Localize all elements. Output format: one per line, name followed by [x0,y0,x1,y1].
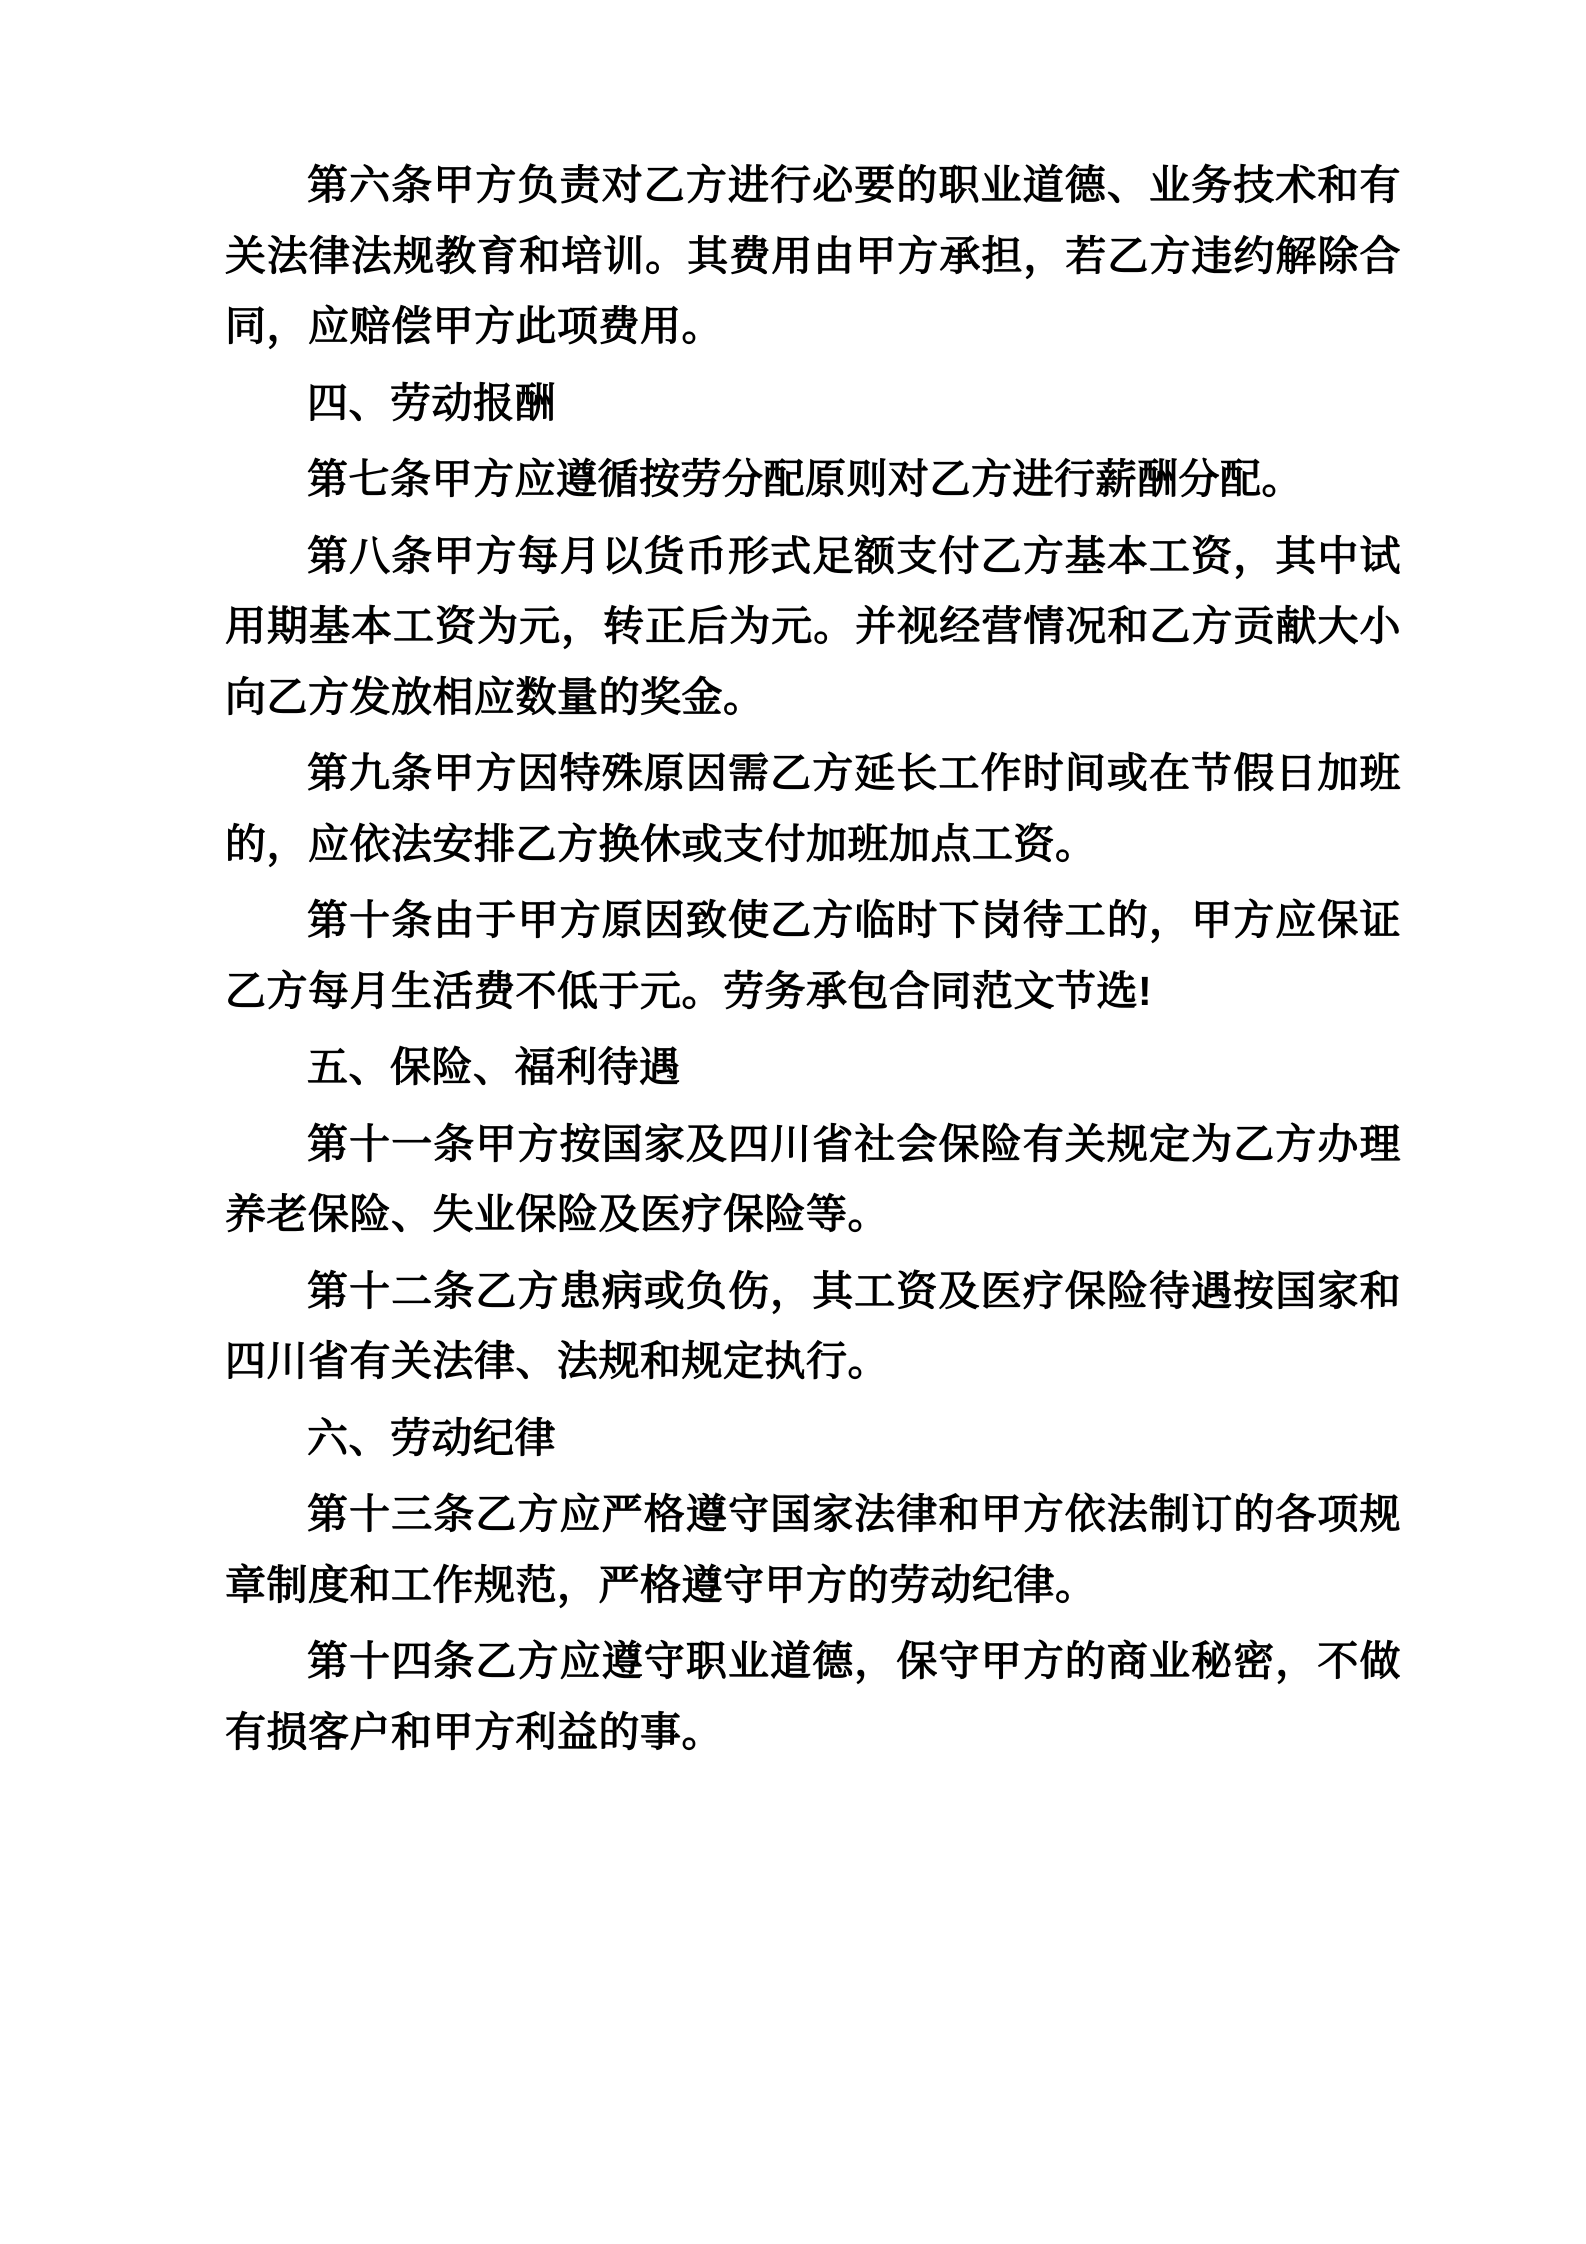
heading-section-6: 六、劳动纪律 [307,1414,556,1461]
heading-section-5: 五、保险、福利待遇 [307,1044,681,1091]
paragraph-article-12: 第十二条乙方患病或负伤，其工资及医疗保险待遇按国家和四川省有关法律、法规和规定执行。 [225,1267,1401,1385]
paragraph-article-7: 第七条甲方应遵循按劳分配原则对乙方进行薪酬分配。 [307,456,1303,503]
paragraph-article-11: 第十一条甲方按国家及四川省社会保险有关规定为乙方办理养老保险、失业保险及医疗保险等。 [225,1120,1401,1238]
paragraph-article-14: 第十四条乙方应遵守职业道德，保守甲方的商业秘密，不做有损客户和甲方利益的事。 [225,1638,1401,1755]
heading-section-4: 四、劳动报酬 [307,379,556,426]
paragraph-article-8: 第八条甲方每月以货币形式足额支付乙方基本工资，其中试用期基本工资为元，转正后为元。并视经营情况和乙方贡献大小向乙方发放相应数量的奖金。 [225,532,1401,720]
paragraph-article-6: 第六条甲方负责对乙方进行必要的职业道德、业务技术和有关法律法规教育和培训。其费用由甲方承担，若乙方违约解除合同，应赔偿甲方此项费用。 [225,162,1401,350]
document-body [225,150,1401,1767]
paragraph-article-10: 第十条由于甲方原因致使乙方临时下岗待工的，甲方应保证乙方每月生活费不低于元。劳务承包合同范文节选! [225,897,1401,1014]
paragraph-article-13: 第十三条乙方应严格遵守国家法律和甲方依法制订的各项规章制度和工作规范，严格遵守甲方的劳动纪律。 [225,1491,1401,1608]
paragraph-article-9: 第九条甲方因特殊原因需乙方延长工作时间或在节假日加班的，应依法安排乙方换休或支付加班加点工资。 [225,750,1401,867]
